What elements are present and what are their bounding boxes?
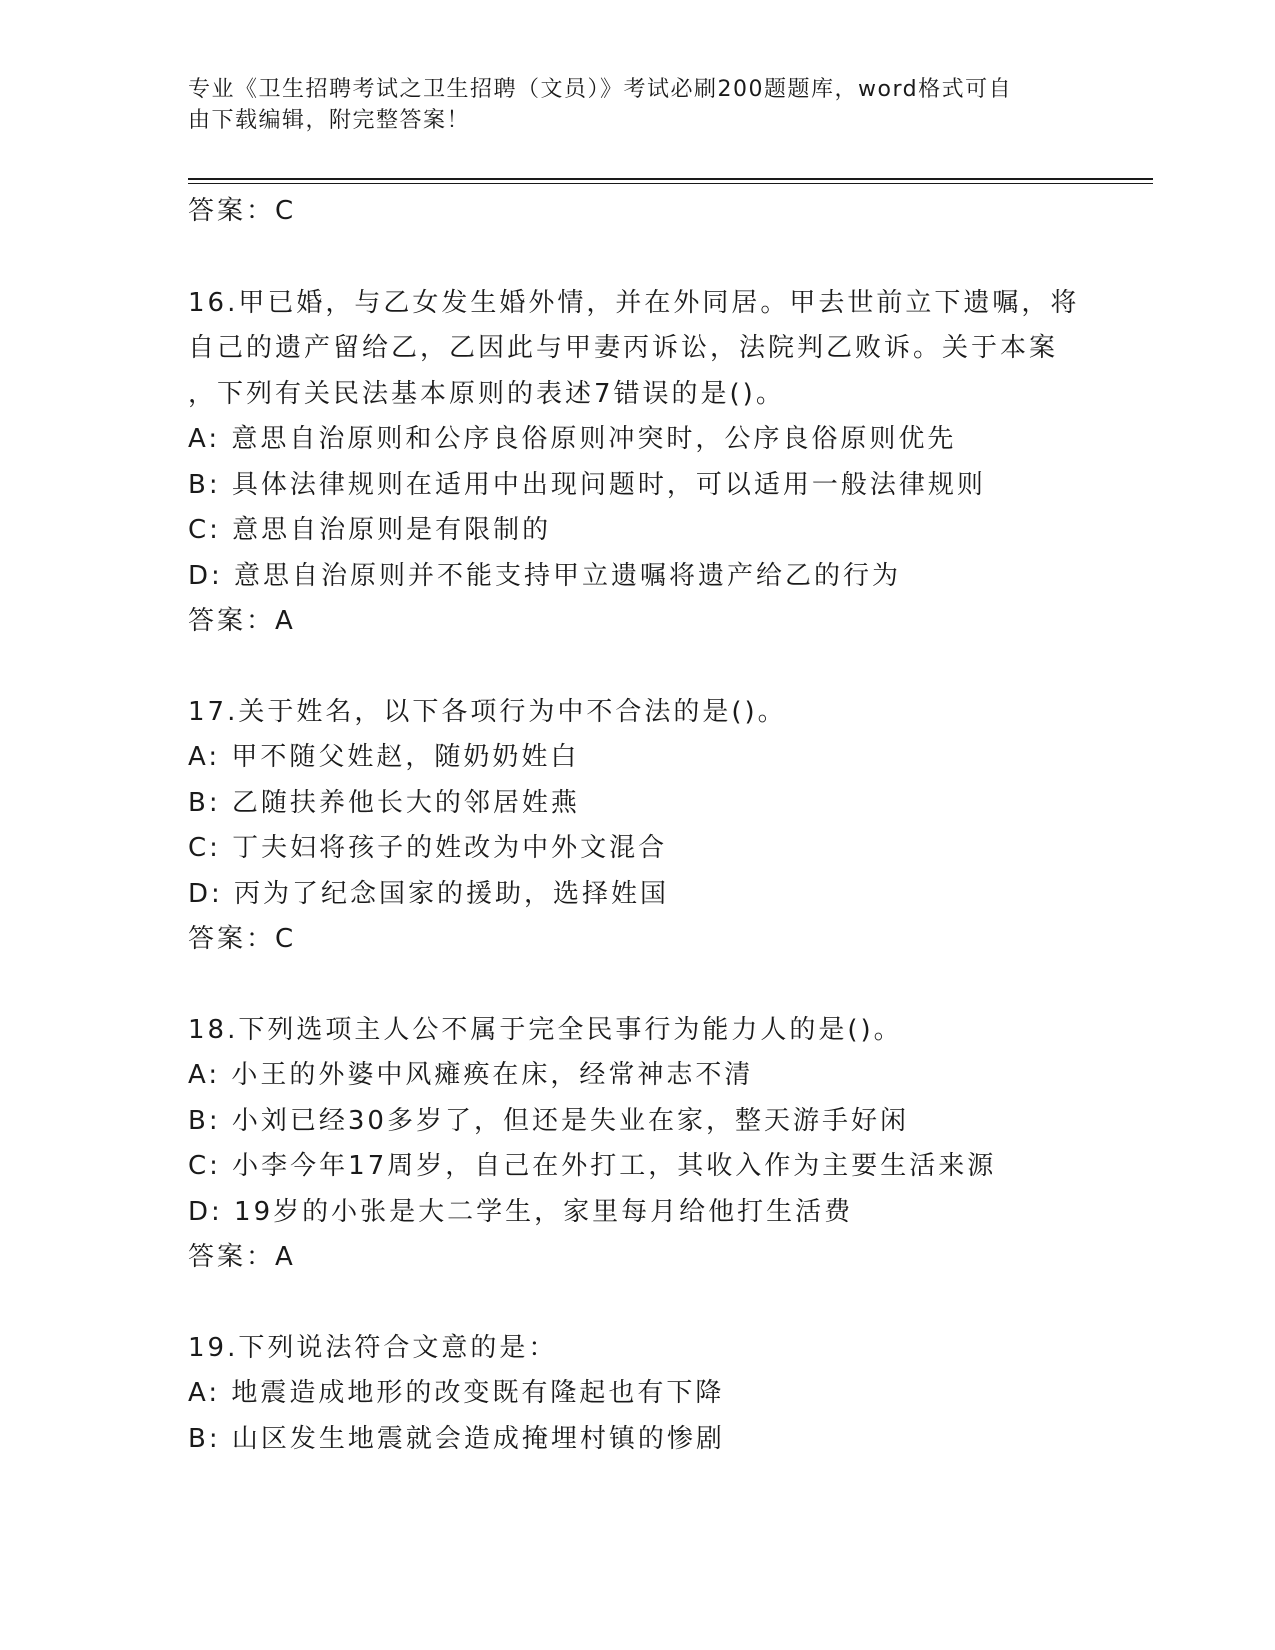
option-d: D: 丙为了纪念国家的援助，选择姓国 — [188, 878, 670, 909]
question-stem-line: ，下列有关民法基本原则的表述7错误的是()。 — [188, 378, 785, 409]
option-a: A: 意思自治原则和公序良俗原则冲突时，公序良俗原则优先 — [188, 424, 957, 454]
option-b: B: 乙随扶养他长大的邻居姓燕 — [188, 787, 580, 818]
answer: 答案：A — [188, 606, 296, 636]
option-c: C: 小李今年17周岁，自己在外打工，其收入作为主要生活来源 — [188, 1151, 997, 1181]
document-header — [188, 74, 1068, 136]
question-16 — [188, 281, 1088, 645]
option-c: C: 丁夫妇将孩子的姓改为中外文混合 — [188, 833, 668, 863]
spacer — [188, 235, 1088, 281]
option-a: A: 小王的外婆中风瘫痪在床，经常神志不清 — [188, 1060, 754, 1090]
option-b: B: 山区发生地震就会造成掩埋村镇的惨剧 — [188, 1423, 725, 1454]
header-line-1: 专业《卫生招聘考试之卫生招聘（文员）》考试必刷200题题库，word格式可自 — [188, 77, 1013, 102]
question-stem-line: 19.下列说法符合文意的是： — [188, 1332, 558, 1363]
option-c: C: 意思自治原则是有限制的 — [188, 515, 552, 545]
header-rule-thin — [188, 183, 1153, 184]
question-19 — [188, 1326, 1088, 1463]
answer: 答案：A — [188, 1242, 296, 1272]
option-a: A: 甲不随父姓赵，随奶奶姓白 — [188, 742, 580, 772]
question-stem-line: 18.下列选项主人公不属于完全民事行为能力人的是()。 — [188, 1014, 903, 1045]
option-b: B: 小刘已经30多岁了，但还是失业在家，整天游手好闲 — [188, 1105, 909, 1136]
header-rule-thick — [188, 178, 1153, 180]
option-d: D: 19岁的小张是大二学生，家里每月给他打生活费 — [188, 1196, 854, 1227]
option-a: A: 地震造成地形的改变既有隆起也有下降 — [188, 1378, 725, 1408]
question-stem-line: 17.关于姓名，以下各项行为中不合法的是()。 — [188, 696, 787, 727]
spacer — [188, 963, 1088, 1008]
previous-answer: 答案：C — [188, 196, 297, 226]
answer: 答案：C — [188, 924, 297, 954]
question-stem-line: 自己的遗产留给乙，乙因此与甲妻丙诉讼，法院判乙败诉。关于本案 — [188, 333, 1059, 363]
question-stem-line: 16.甲已婚，与乙女发生婚外情，并在外同居。甲去世前立下遗嘱，将 — [188, 287, 1080, 318]
question-18 — [188, 1008, 1088, 1281]
option-b: B: 具体法律规则在适用中出现问题时，可以适用一般法律规则 — [188, 469, 986, 500]
document-body — [188, 189, 1088, 1462]
question-17 — [188, 690, 1088, 963]
option-d: D: 意思自治原则并不能支持甲立遗嘱将遗产给乙的行为 — [188, 560, 902, 591]
header-line-2: 由下载编辑，附完整答案！ — [188, 108, 471, 133]
spacer — [188, 645, 1088, 690]
spacer — [188, 1281, 1088, 1326]
